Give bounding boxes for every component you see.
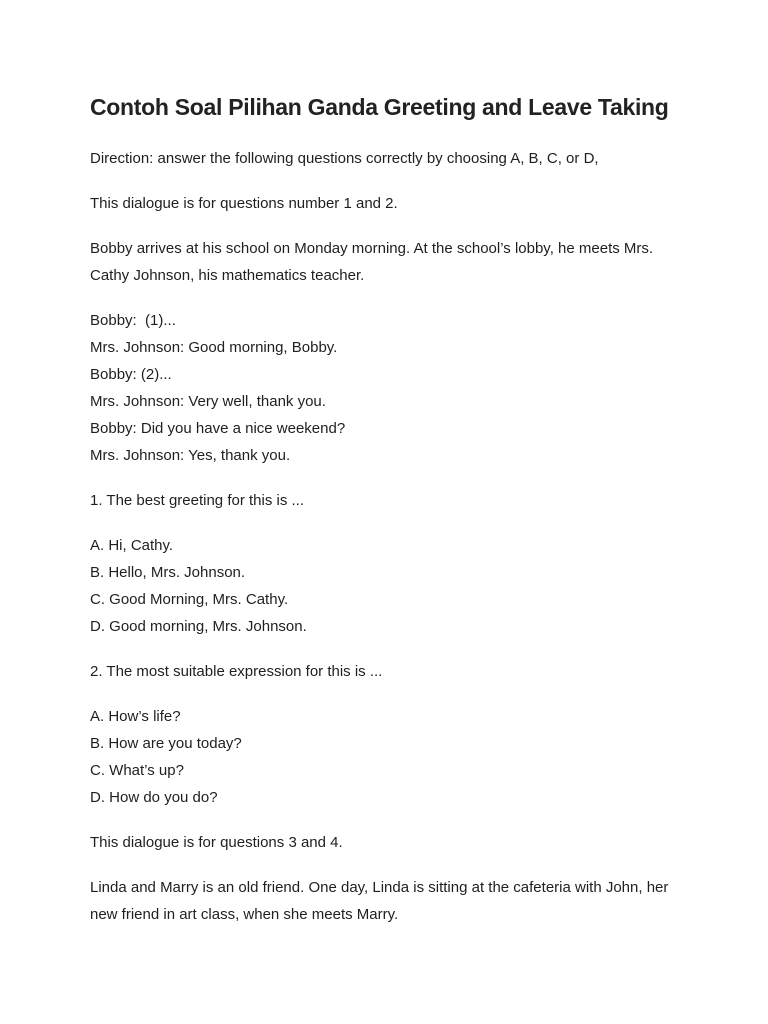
- document-title: Contoh Soal Pilihan Ganda Greeting and Leave Taking: [90, 94, 669, 120]
- dialogue1-context: Bobby arrives at his school on Monday morning. At the school’s lobby, he meets Mrs. Cathy Johnson, his mathematics teacher.: [90, 240, 654, 284]
- dialogue-line: Mrs. Johnson: Good morning, Bobby.: [90, 339, 338, 356]
- dialogue-line: Bobby: Did you have a nice weekend?: [90, 420, 346, 437]
- question-2: 2. The most suitable expression for this is ...: [90, 663, 383, 680]
- answer-option: D. Good morning, Mrs. Johnson.: [90, 618, 307, 635]
- answer-option: B. How are you today?: [90, 735, 242, 752]
- dialogue2-context: Linda and Marry is an old friend. One day, Linda is sitting at the cafeteria with John, her new friend in art class, when she meets Marry.: [90, 879, 669, 923]
- dialogue-line: Mrs. Johnson: Very well, thank you.: [90, 393, 326, 410]
- answer-option: C. What’s up?: [90, 762, 184, 779]
- answer-option: C. Good Morning, Mrs. Cathy.: [90, 591, 289, 608]
- dialogue-line: Mrs. Johnson: Yes, thank you.: [90, 447, 291, 464]
- dialogue-line: Bobby: (1)...: [90, 312, 176, 329]
- answer-option: D. How do you do?: [90, 789, 218, 806]
- question-2-options: [90, 703, 678, 811]
- answer-option: A. Hi, Cathy.: [90, 537, 174, 554]
- dialogue1-intro: This dialogue is for questions number 1 and 2.: [90, 195, 398, 212]
- question-1-options: [90, 532, 678, 640]
- answer-option: A. How’s life?: [90, 708, 181, 725]
- question-1: 1. The best greeting for this is ...: [90, 492, 304, 509]
- direction-text: Direction: answer the following questions correctly by choosing A, B, C, or D,: [90, 150, 599, 167]
- dialogue-line: Bobby: (2)...: [90, 366, 172, 383]
- answer-option: B. Hello, Mrs. Johnson.: [90, 564, 246, 581]
- dialogue2-intro: This dialogue is for questions 3 and 4.: [90, 834, 343, 851]
- dialogue1-lines: [90, 307, 678, 469]
